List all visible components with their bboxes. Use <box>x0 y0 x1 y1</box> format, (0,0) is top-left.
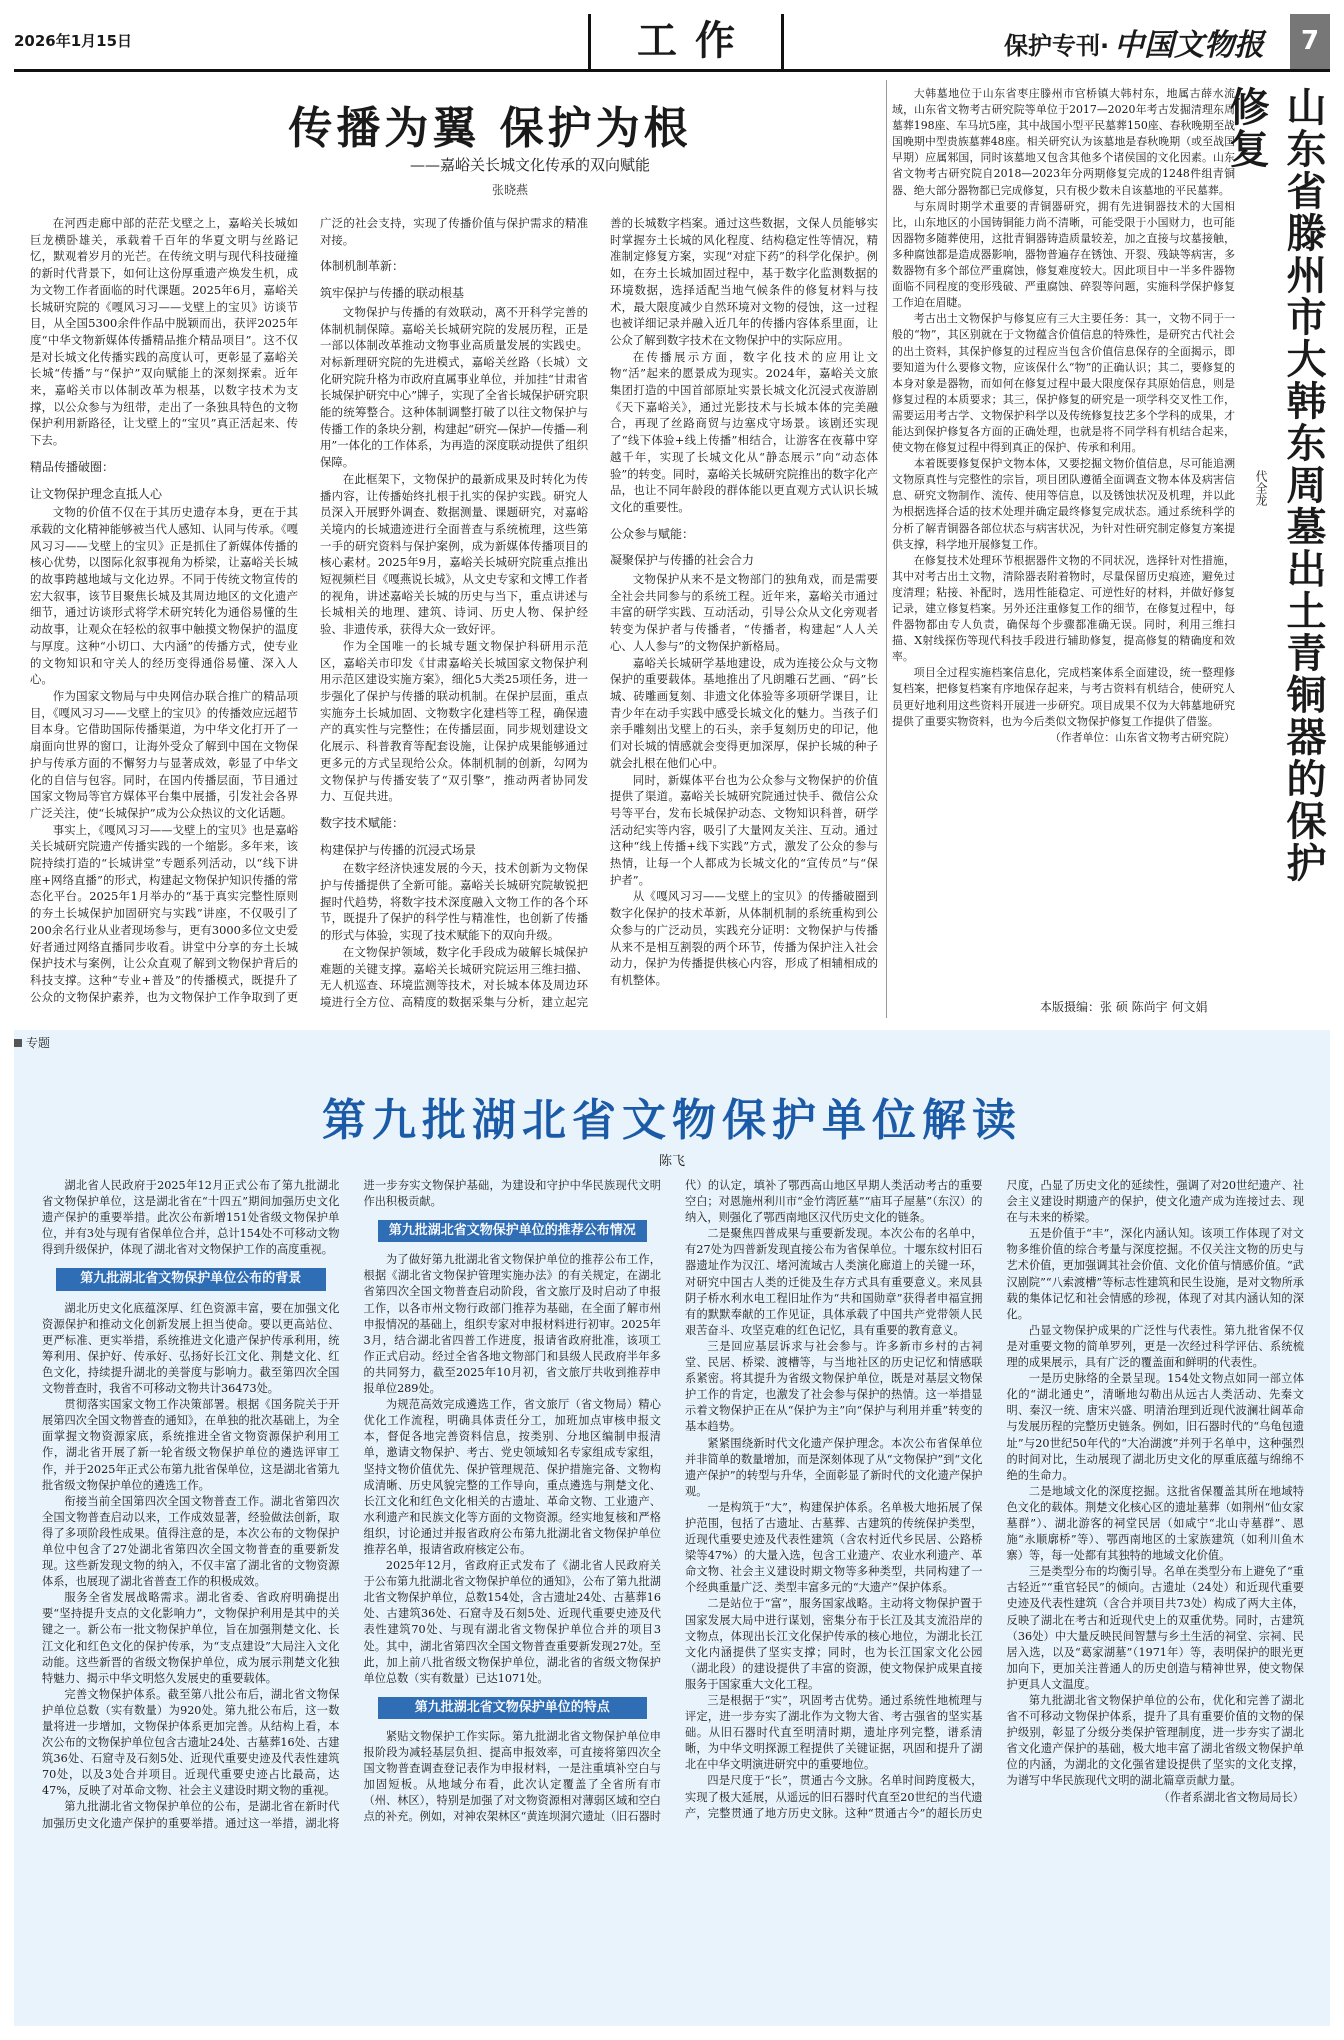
paragraph: 考古出土文物保护与修复应有三大主要任务：其一，文物不同于一般的“物”，其区别就在于文物蕴含价值信息的特殊性，是研究古代社会的出土资料，其保护修复的过程应当包含价值信息保存的全面揭示，即要知道为什么要修文物，应该保什么“物”的正确认识；其二，要修复的本身对象是器物，而如何在修复过程中最大限度保存其原始信息，则是修复过程的本质要求；其三，保护修复的研究是一项学科交叉性工作，需要运用考古学、文物保护科学以及传统修复技艺多个学科的成果，才能达到保护修复各方面的正确处理，也就是将不同学科有机结合起来，使文物在修复过程中得到真正的保护、传承和利用。 <box>892 312 1235 455</box>
article-title: 传播为翼 保护为根 <box>288 103 692 154</box>
paragraph: 湖北省人民政府于2025年12月正式公布了第九批湖北省文物保护单位，这是湖北省在“十四五”期间加强历史文化遗产保护的重要举措。此次公布新增151处省级文物保护单位，并有3处与现有省保单位合并，总计154处不可移动文物得到升级保护，体现了湖北省对文物保护工作的高度重视。 <box>42 1179 340 1257</box>
newspaper-name: 中国文物报 <box>1114 28 1264 63</box>
paragraph: 本着既要修复保护文物本体，又要挖掘文物价值信息，尽可能追溯文物原真性与完整性的宗旨，项目团队遵循全面调查文物本体及病害信息、研究文物制作、流传、使用等信息，以及锈蚀状况及机理，并以此为根据选择合适的技术处理并确定最终修复完成状态。通过系统科学的分析了解青铜器各部位状态与病害状况，为针对性研究制定修复方案提供支撑，科学地开展修复工作。 <box>892 457 1235 551</box>
side-article-title: 山东省滕州市大韩东周墓出土青铜器的保护修复 <box>1223 86 1327 884</box>
paragraph: 与东周时期学术重要的青铜器研究，拥有先进铜器技术的大国相比，山东地区的小国铸铜能力尚不清晰，可能受限于小国财力，也可能因器物多随葬使用，这批青铜器铸造质量较差，加之直接与坟墓接触，多种腐蚀都是造成器影响，器物普遍存在锈蚀、开裂、残缺等病害，多数器物有多个部位严重腐蚀，修复难度较大。因此项目中一半多件器物面临不同程度的变形残破、严重腐蚀、碎裂等问题，实施科学保护修复工作迫在眉睫。 <box>892 199 1235 310</box>
paragraph: 一是历史脉络的全景呈现。154处文物点如同一部立体化的“湖北通史”，清晰地勾勒出从远古人类活动、先秦文明、秦汉一统、唐宋兴盛、明清治理到近现代波澜壮阔革命与发展历程的完整历史链条。例如，旧石器时代的“乌龟包遗址”与20世纪50年代的“大冶湖渡”并列于名单中，这种强烈的时间对比，生动展现了湖北历史文化的厚重底蕴与绵绵不绝的生命力。 <box>1006 1372 1304 1482</box>
paragraph: 五是价值于“丰”，深化内涵认知。该项工作体现了对文物多维价值的综合考量与深度挖掘。不仅关注文物的历史与艺术价值，更加强调其社会价值、文化价值与情感价值。“武汉剧院”“八索渡槽”等标志性建筑和民生设施，是对文物所承载的集体记忆和社会情感的珍视，体现了对其内涵认知的深化。 <box>1006 1227 1304 1321</box>
paragraph: 文物的价值不仅在于其历史遗存本身，更在于其承载的文化精神能够被当代人感知、认同与传承。《嘎风习习——戈壁上的宝贝》正是抓住了新媒体传播的核心优势，以图际化叙事视角为桥梁，让嘉峪关长城的故事跨越地域与文化边界。不同于传统文物宣传的宏大叙事，该节目聚焦长城及其周边地区的文化遗产细节，通过访谈形式将学术研究转化为通俗易懂的生动故事，让观众在轻松的叙事中触摸文物保护的温度与厚度。这种“小切口、大内涵”的传播方式，使专业的文物知识和守关人的经历变得通俗易懂、深入人心。 <box>30 505 298 687</box>
side-article-author: 代全龙 <box>1254 470 1268 506</box>
paragraph: 作为国家文物局与中央网信办联合推广的精品项目，《嘎风习习——戈壁上的宝贝》的传播效应远超节目本身。它借助国际传播渠道，为中华文化打开了一扇面向世界的窗口，让海外受众了解到中国在文物保护与传承方面的不懈努力与显著成效，彰显了中华文化的自信与包容。同时，在国内传播层面，节目通过国家文物局等官方媒体平台集中展播，引发社会各界广泛关注，使“长城保护”成为公众热议的文化话题。 <box>30 688 298 820</box>
square-bullet-icon <box>14 1039 22 1047</box>
paragraph: 完善文物保护体系。截至第八批公布后，湖北省文物保护单位总数（实有数量）为920处。第九批公布后，这一数量将进一步增加，文物保护体系更加完善。从结构上看，本次公布的文物保护单位包含古遗址24处、古墓葬16处、古建筑36处、石窟寺及石刻5处、近现代重要史迹及代表性建筑70处，以及3处合并项目。近现代重要史迹占比最高，达47%，反映了对革命文物、社会主义建设时期文物的重视。 <box>42 1687 340 1798</box>
masthead <box>14 14 1330 72</box>
paragraph: 一是构筑于“大”，构建保护体系。名单极大地拓展了保护范围，包括了古遗址、古墓葬、古建筑的传统保护类型，近现代重要史迹及代表性建筑（含农村近代乡民居、公路桥梁等47%）的大量入选，包含工业遗产、农业水利遗产、革命文物、社会主义建设时期文物等多种类型，共同构建了一个经典重量广泛、类型丰富多元的“大遗产”保护体系。 <box>685 1500 983 1595</box>
paragraph: 二是站位于“富”，服务国家战略。主动将文物保护置于国家发展大局中进行谋划，密集分布于长江及其支流沿岸的文物点，体现出长江文化保护传承的核心地位，为湖北长江文化内涵提供了坚实支撑；同时，也为长江国家文化公园（湖北段）的建设提供了丰富的资源，使文物保护成果直接服务于国家重大文化工程。 <box>685 1597 983 1691</box>
paragraph: 文物保护从来不是文物部门的独角戏，而是需要全社会共同参与的系统工程。近年来，嘉峪关市通过丰富的研学实践、互动活动，引导公众从文化旁观者转变为保护者与传播者，“传播者，构建起“人人关心、人人参与”的文物保护新格局。 <box>610 572 878 653</box>
paragraph: 在河西走廊中部的茫茫戈壁之上，嘉峪关长城如巨龙横卧雄关，承载着千百年的华夏文明与丝路记忆，默观着岁月的光芒。在传统文明与现代科技碰撞的新时代背景下，如何让这份厚重遗产焕发生机，成为文物工作者面临的时代课题。2025年6月，嘉峪关长城研究院的《嘎风习习——戈壁上的宝贝》访谈节目，从全国5300余件作品中脱颖而出，获评2025年度“中华文物新媒体传播精品推介精品项目”。这不仅是对长城文化传播实践的高度认可，更彰显了嘉峪关长城“传播”与“保护”双向赋能上的深刻探索。近年来，嘉峪关市以体制改革为根基，以数字技术为支撑，以公众参与为纽带，走出了一条独具特色的文物保护利用新路径，让戈壁上的“宝贝”真正活起来、传下去。 <box>30 216 298 448</box>
section-heading: 让文物保护理念直抵人心 <box>30 486 163 501</box>
paragraph: 服务全省发展战略需求。湖北省委、省政府明确提出要“坚持提升支点的文化影响力”，文物保护利用是其中的关键之一。新公布一批文物保护单位，旨在加强荆楚文化、长江文化和红色文化的保护传承，为“支点建设”大局注入文化动能。这些新晋的省级文物保护单位，成为展示荆楚文化独特魅力、揭示中华文明悠久发展史的重要载体。 <box>42 1591 340 1685</box>
paragraph: 为规范高效完成遴选工作，省文旅厅（省文物局）精心优化工作流程，明确具体责任分工，加班加点审核申报文本，督促各地完善资料信息，按类别、分地区编制申报清单，邀请文物保护、考古、党史领域知名专家组成专家组，坚持文物价值优先、保护管理规范、保护措施完备、文物构成清晰、历史风貌完整的工作导向，重点遴选与荆楚文化、长江文化和红色文化相关的古遗址、革命文物、工业遗产、水利遗产和民族文化等方面的文物资源。经实地复核和严格组织，讨论通过并报省政府公布第九批湖北省文物保护单位推荐名单，报请省政府核定公布。 <box>363 1398 661 1556</box>
special-author: 陈飞 <box>658 1154 685 1169</box>
paragraph: 二是地域文化的深度挖掘。这批省保覆盖其所在地域特色文化的载体。荆楚文化核心区的遗址墓葬（如荆州“仙女家墓群”）、湖北游客的祠堂民居（如咸宁“北山寺墓群”、恩施“永顺廓桥”等）、鄂西南地区的土家族建筑（如利川鱼木寨）等，每一处都有其独特的地域文化价值。 <box>1006 1484 1304 1563</box>
article-subtitle: ——嘉峪关长城文化传承的双向赋能 <box>409 156 650 174</box>
paragraph: 从《嘎风习习——戈壁上的宝贝》的传播破圈到数字化保护的技术革新，从体制机制的系统重构到公众参与的广泛动员，实践充分证明：文物保护与传播从来不是相互割裂的两个环节，传播为保护注入社会动力，保护为传播提供核心内容，形成了相辅相成的有机整体。 <box>610 889 878 987</box>
paragraph: 大韩墓地位于山东省枣庄滕州市官桥镇大韩村东，地属古薛水流域，山东省文物考古研究院等单位于2017—2020年考古发掘清理东周墓葬198座、车马坑5座，其中战国小型平民墓葬150座、春秋晚期至战国晚期中型贵族墓葬48座。相关研究认为该墓地是春秋晚期（或至战国早期）应属邾国，同时该墓地又包含其他多个诸侯国的文化因素。山东省文物考古研究院自2018—2023年分两期修复完成的1248件组青铜器、绝大部分器物都已完成修复，只有极少数未自该墓地的平民墓葬。 <box>892 87 1235 197</box>
section-heading: 精品传播破圈： <box>30 459 115 474</box>
special-tag-label: 专题 <box>26 1036 51 1050</box>
issue-date: 2026年1月15日 <box>14 32 133 50</box>
paragraph: 在数字经济快速发展的今天，技术创新为文物保护与传播提供了全新可能。嘉峪关长城研究院敏锐把握时代趋势，将数字技术深度融入文物工作的各个环节，既提升了保护的科学性与精准性，也创新了传播的形式与体验，实现了技术赋能下的双向升级。 <box>320 861 588 943</box>
paragraph: 项目全过程实施档案信息化，完成档案体系全面建设，统一整理修复档案，把修复档案有序地保存起来，与考古资料有机结合，使研究人员更好地利用这些资料开展进一步研究。项目成果不仅为大韩墓地研究提供了重要实物资料，也为今后类似文物保护修复工作提供了借鉴。 <box>892 666 1235 728</box>
article-body <box>30 215 878 1017</box>
section-title: 工作 <box>637 18 753 64</box>
paragraph: 为了做好第九批湖北省文物保护单位的推荐公布工作，根据《湖北省文物保护管理实施办法》的有关规定，在湖北省第四次全国文物普查启动阶段，省文旅厅及时启动了申报工作，以各市州文物行政部门推荐为基础，在全面了解市州申报情况的基础上，组织专家对申报材料进行初审。2025年3月，结合湖北省四普工作进度，报请省政府批准，该项工作正式启动。经过全省各地文物部门和县级人民政府半年多的共同努力，截至2025年10月初，省文旅厅共收到推荐申报单位289处。 <box>363 1253 661 1396</box>
paragraph: 在此框架下，文物保护的最新成果及时转化为传播内容，让传播始终扎根于扎实的保护实践。研究人员深入开展野外调查、数据测量、课题研究，对嘉峪关境内的长城遗迹进行全面普查与系统梳理，这些第一手的研究资料与保护案例，成为新媒体传播项目的核心素材。2025年9月，嘉峪关长城研究院重点推出短视频栏目《嘎燕说长城》，从文史专家和文博工作者的视角，讲述嘉峪关长城的历史与当下，重点讲述与长城相关的地理、建筑、诗词、历史人物、保护经验、非遗传承，获得大众一致好评。 <box>320 471 588 637</box>
paragraph: 同时，新媒体平台也为公众参与文物保护的价值提供了渠道。嘉峪关长城研究院通过快手、微信公众号等平台，发布长城保护动态、文物知识科普，研学活动纪实等内容，吸引了大量网友关注、互动。通过这种“线上传播+线下实践”方式，激发了公众的参与热情，让每一个人都成为长城文化的“宣传员”与“保护者”。 <box>610 772 878 887</box>
paragraph: 湖北历史文化底蕴深厚、红色资源丰富，要在加强文化资源保护和推动文化创新发展上担当使命。要以更高站位、更严标准、更实举措，系统推进文化遗产保护传承利用，统筹利用、保护好、传承好、弘扬好长江文化、荆楚文化、红色文化，持续提升湖北的美誉度与影响力。截至第四次全国文物普查时，我省不可移动文物共计36473处。 <box>42 1301 340 1396</box>
section-heading: 体制机制革新： <box>320 259 405 274</box>
paragraph: 紧贴文物保护工作实际。第九批湖北省文物保护单位申报阶段为减轻基层负担、提高申报效率，可直接将第四次全国文物普查调查登记表作为申报材料，一是注重填补空白与加固短板。从地域分布看，此次认定覆盖了全省所有市（州、林区），特别是加强了对文物资源相对薄弱区域和空白点的补充。例如，对神农架林区“黄连坝洞穴遗址（旧石器时代）的认定，填补了鄂西高山地区早期人类活动考古的重要空白；对恩施州利川市“金竹湾匠墓”“庙耳子屋墓”（东汉）的纳入，则强化了鄂西南地区汉代历史文化的链条。 <box>363 1179 983 1824</box>
highlight-heading: 第九批湖北省文物保护单位公布的背景 <box>56 1268 326 1290</box>
section-heading: 公众参与赋能： <box>610 526 695 541</box>
paragraph: 紧紧围绕新时代文化遗产保护理念。本次公布省保单位并非简单的数量增加，而是深刻体现了从“文物保护”到“文化遗产保护”的转型与升华，全面彰显了新时代的文化遗产保护观。 <box>685 1436 983 1498</box>
paragraph: 四是尺度于“长”，贯通古今文脉。名单时间跨度极大，实现了极大延展，从遥远的旧石器时代直至20世纪的当代遗产，完整贯通了地方历史文脉。这种“贯通古今”的超长历史尺度，凸显了历史文化的延续性，强调了对20世纪遗产、社会主义建设时期遗产的保护，使文化遗产成为连接过去、现在与未来的桥梁。 <box>685 1179 1304 1820</box>
page-editors: 本版摄编：张 硕 陈尚宇 何文娟 <box>1040 1000 1208 1014</box>
paragraph: 三是根据于“实”，巩固考古优势。通过系统性地梳理与评定，进一步夯实了湖北作为文物大省、考古强省的坚实基础。从旧石器时代直至明清时期，遗址序列完整，谱系清晰，为中华文明探源工程提供了关键证据，巩固和提升了湖北在中华文明演进研究中的重要地位。 <box>685 1694 983 1772</box>
author-affiliation: （作者单位：山东省文物考古研究院） <box>1049 730 1235 744</box>
author-affiliation: （作者系湖北省文物局局长） <box>1158 1790 1304 1804</box>
paragraph: 第九批湖北省文物保护单位的公布，优化和完善了湖北省不可移动文物保护体系，提升了具有重要价值的文物的保护级别，彰显了分级分类保护管理制度，进一步夯实了湖北省文化遗产保护的基础，极大地丰富了湖北省级文物保护单位的内涵，为湖北的文化强省建设提供了坚实的文化支撑，为谱写中华民族现代文明的湖北篇章贡献力量。 <box>1006 1694 1304 1788</box>
paragraph: 作为全国唯一的长城专题文物保护科研用示范区，嘉峪关市印发《甘肃嘉峪关长城国家文物保护利用示范区建设实施方案》，细化5大类25项任务，进一步强化了保护与传播的联动机制。在保护层面，重点实施夯土长城加固、文物数字化建档等工程，确保遗产的真实性与完整性；在传播层面，同步规划建设文化展示、科普教育等配套设施，让保护成果能够通过更多元的方式呈现给公众。体制机制的创新，勾网为文物保护与传播安装了“双引擎”，推动两者协同发力、互促共进。 <box>320 638 588 804</box>
paragraph: 在文物保护领域，数字化手段成为破解长城保护难题的关键支撑。嘉峪关长城研究院运用三维扫描、无人机巡查、环境监测等技术，对长城本体及周边环境进行全方位、高精度的数据采集与分析，建立起完善的长城数字档案。通过这些数据，文保人员能够实时掌握夯土长城的风化程度、结构稳定性等情况，精准制定修复方案，实现“对症下药”的科学化保护。例如，在夯土长城加固过程中，基于数字化监测数据的环境数据，选择适配当地气候条件的修复材料与技术，最大限度减少自然环境对文物的侵蚀，这一过程也被详细记录并融入近几年的传播内容体系里面，让公众了解到数字技术在文物保护中的实际应用。 <box>320 216 878 1009</box>
paragraph: 在修复技术处理环节根据器件文物的不同状况，选择针对性措施，其中对考古出土文物，清除器表附着物时，尽量保留历史痕迹，避免过度清理；粘接、补配时，选用性能稳定、可逆性好的材料，并做好修复记录，建立修复档案。另外还注重修复工作的细节，在修复过程中，每件器物都由专人负责，确保每个步骤都准确无误。同时，利用三维扫描、X射线探伤等现代科技手段进行辅助修复，提高修复的精确度和效率。 <box>892 553 1235 664</box>
special-section <box>14 1030 1330 2026</box>
column-divider <box>886 80 887 1018</box>
paragraph: 在传播展示方面，数字化技术的应用让文物“活”起来的愿景成为现实。2024年，嘉峪关文旅集团打造的中国首部原址实景长城文化沉浸式夜游剧《天下嘉峪关》，通过光影技术与长城本体的完美融合，再现了丝路商贸与边塞戍守场景。该剧还实现了“线下体验+线上传播”相结合，让游客在夜幕中穿越千年，实现了长城文化从“静态展示”向“动态体验”的转变。同时，嘉峪关长城研究院推出的数字化产品，也让不同年龄段的群体能以更直观方式认识长城文化的重要性。 <box>610 349 878 514</box>
highlight-heading: 第九批湖北省文物保护单位的推荐公布情况 <box>378 1220 648 1242</box>
side-article-body <box>892 86 1235 996</box>
paragraph: 2025年12月，省政府正式发布了《湖北省人民政府关于公布第九批湖北省文物保护单位的通知》，公布了第九批湖北省文物保护单位，总数154处，含古遗址24处、古墓葬16处、古建筑36处、石窟寺及石刻5处、近现代重要史迹及代表性建筑70处、与现有湖北省文物保护单位合并的项目3处。其中，湖北省第四次全国文物普查重要新发现27处。至此，加上前八批省级文物保护单位，湖北省的省级文物保护单位总数（实有数量）已达1071处。 <box>363 1559 661 1685</box>
special-edition-label: 保护专刊· <box>1004 32 1110 60</box>
section-heading: 数字技术赋能： <box>320 815 405 830</box>
special-body <box>42 1178 1304 1998</box>
section-heading: 筑牢保护与传播的联动根基 <box>320 286 465 301</box>
paragraph: 衔接当前全国第四次全国文物普查工作。湖北省第四次全国文物普查启动以来，工作成效显著，经验做法创新，取得了多项阶段性成果。值得注意的是，本次公布的文物保护单位中包含了27处湖北省第四次全国文物普查的重要新发现。这些新发现文物的纳入，不仅丰富了湖北省的文物资源体系，也展现了湖北省普查工作的积极成效。 <box>42 1494 340 1589</box>
paragraph: 三是类型分布的均衡引导。名单在类型分布上避免了“重古轻近”“重官轻民”的倾向。古遗址（24处）和近现代重要史迹及代表性建筑（含合并项目共73处）构成了两大主体，反映了湖北在考古和近现代史上的双重优势。同时，古建筑（36处）中大量反映民间智慧与乡土生活的祠堂、宗祠、民居入选，以及“葛家湖墓”（1971年）等，表明保护的眼光更加向下，更加关注普通人的历史创造与精神世界，使文物保护更具人文温度。 <box>1006 1565 1304 1691</box>
special-tag <box>14 1034 50 1051</box>
section-title-box <box>588 14 784 69</box>
paragraph: 嘉峪关长城研学基地建设，成为连接公众与文物保护的重要载体。基地推出了凡朗雕石艺画、“码”长城、砖雕画复刻、非遗文化体验等多项研学课目，让青少年在动手实践中感受长城文化的魅力。当孩子们亲手雕刻出戈壁上的石头，亲手复刻历史的印记，他们对长城的情感就会变得更加深厚，保护长城的种子就会扎根在他们心中。 <box>610 655 878 770</box>
paragraph: 三是回应基层诉求与社会参与。许多新市乡村的古祠堂、民居、桥梁、渡槽等，与当地社区的历史记忆和情感联系紧密。将其提升为省级文物保护单位，既是对基层文物保护工作的肯定，也激发了社会参与保护的热情。这一举措显示着文物保护正在从“保护为主”向“保护与利用并重”转变的基本趋势。 <box>685 1339 983 1434</box>
paragraph: 凸显文物保护成果的广泛性与代表性。第九批省保不仅是对重要文物的简单罗列，更是一次经过科学评估、系统梳理的成果展示，具有广泛的覆盖面和鲜明的代表性。 <box>1006 1323 1304 1370</box>
paragraph: 文物保护与传播的有效联动，离不开科学完善的体制机制保障。嘉峪关长城研究院的发展历程，正是一部以体制改革推动文物事业高质量发展的实践史。对标新理研究院的先进模式，嘉峪关丝路（长城）文化研究院升格为市政府直属事业单位，并加挂“甘肃省长城保护研究中心”牌子，实现了全省长城保护研究职能的统筹整合。这种体制调整打破了以往文物保护与传播工作的条块分割，构建起“研究—保护—传播—利用”一体化的工作体系，为再造的深度联动提供了组织保障。 <box>320 304 588 470</box>
highlight-heading: 第九批湖北省文物保护单位的特点 <box>378 1697 648 1719</box>
paragraph: 二是聚焦四普成果与重要新发现。本次公布的名单中，有27处为四普新发现直接公布为省保单位。十堰东纹村旧石器遗址作为汉江、堵河流域古人类演化廊道上的关键一环，对研究中国古人类的迁徙及生存方式具有重要意义。来凤县阴子桥水利水电工程旧址作为“共和国勋章”获得者申福宣拥有的默默奉献的工作见证，具体承载了中国共产党带领人民艰苦奋斗、攻坚克难的红色记忆，具有重要的教育意义。 <box>685 1227 983 1337</box>
special-title: 第九批湖北省文物保护单位解读 <box>322 1095 1022 1146</box>
page-number: 7 <box>1290 14 1330 69</box>
article-author: 张晓燕 <box>491 183 528 197</box>
paragraph: 事实上，《嘎风习习——戈壁上的宝贝》也是嘉峪关长城研究院遗产传播实践的一个缩影。多年来，该院持续打造的“长城讲堂”专题系列活动，以“线下讲座+网络直播”的形式，构建起文物保护知识传播的常态化平台。2025年1月举办的“基于真实完整性原则的夯土长城保护加固研究与实践”讲座，不仅吸引了200余名行业从业者现场参与，更有3000多位文史爱好者通过网络直播同步收看。讲堂中分享的夯土长城保护技术与案例，让公众直观了解到文物保护背后的科技支撑。这种“专业+普及”的传播模式，既提升了公众的文物保护素养，也为文物保护工作争取到了更广泛的社会支持，实现了传播价值与保护需求的精准对接。 <box>30 216 588 1004</box>
section-heading: 构建保护与传播的沉浸式场景 <box>320 842 477 857</box>
paragraph: 第九批湖北省文物保护单位的公布，是湖北省在新时代加强历史文化遗产保护的重要举措。通过这一举措，湖北将进一步夯实文物保护基础，为建设和守护中华民族现代文明作出积极贡献。 <box>42 1179 661 1830</box>
section-heading: 凝聚保护与传播的社会合力 <box>610 553 755 568</box>
paragraph: 贯彻落实国家文物工作决策部署。根据《国务院关于开展第四次全国文物普查的通知》，在单独的批次基础上，为全面掌握文物资源家底，系统推进全省文物资源保护利用工作，湖北省开展了新一轮省级文物保护单位的遴选评审工作，并于2025年正式公布第九批省保单位，这是湖北省第九批省级文物保护单位的遴选工作。 <box>42 1398 340 1492</box>
